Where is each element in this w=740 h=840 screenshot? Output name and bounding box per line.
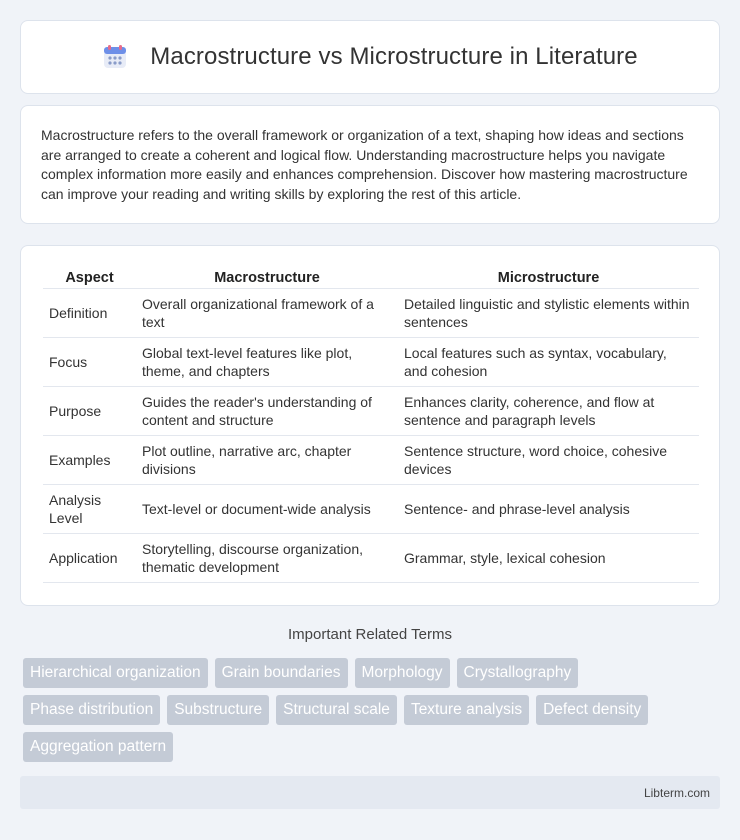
header-macrostructure: Macrostructure xyxy=(136,265,398,289)
tag-crystallography[interactable]: Crystallography xyxy=(457,658,579,688)
cell-macrostructure: Guides the reader's understanding of content and structure xyxy=(136,387,398,436)
tag-aggregation-pattern[interactable]: Aggregation pattern xyxy=(23,732,173,762)
cell-aspect: Focus xyxy=(43,338,136,387)
comparison-table-card xyxy=(20,245,720,606)
tag-defect-density[interactable]: Defect density xyxy=(536,695,648,725)
tag-structural-scale[interactable]: Structural scale xyxy=(276,695,397,725)
cell-macrostructure: Storytelling, discourse organization, thematic development xyxy=(136,534,398,583)
table-header-row xyxy=(43,265,699,289)
tag-phase-distribution[interactable]: Phase distribution xyxy=(23,695,160,725)
header-aspect: Aspect xyxy=(43,265,136,289)
cell-aspect: Definition xyxy=(43,289,136,338)
table-row xyxy=(43,436,699,485)
intro-card xyxy=(20,105,720,224)
table-row xyxy=(43,289,699,338)
table-row xyxy=(43,387,699,436)
table-row xyxy=(43,485,699,534)
cell-microstructure: Grammar, style, lexical cohesion xyxy=(398,534,699,583)
cell-microstructure: Local features such as syntax, vocabulary, and cohesion xyxy=(398,338,699,387)
tag-substructure[interactable]: Substructure xyxy=(167,695,269,725)
page-title: Macrostructure vs Microstructure in Literature xyxy=(150,43,638,70)
footer xyxy=(20,776,720,809)
cell-microstructure: Sentence structure, word choice, cohesive devices xyxy=(398,436,699,485)
tag-morphology[interactable]: Morphology xyxy=(355,658,450,688)
cell-aspect: Examples xyxy=(43,436,136,485)
cell-macrostructure: Overall organizational framework of a text xyxy=(136,289,398,338)
tag-texture-analysis[interactable]: Texture analysis xyxy=(404,695,529,725)
table-row xyxy=(43,338,699,387)
calendar-icon xyxy=(102,44,128,70)
tag-hierarchical-organization[interactable]: Hierarchical organization xyxy=(23,658,208,688)
cell-macrostructure: Text-level or document-wide analysis xyxy=(136,485,398,534)
cell-aspect: Application xyxy=(43,534,136,583)
cell-aspect: Analysis Level xyxy=(43,485,136,534)
cell-microstructure: Sentence- and phrase-level analysis xyxy=(398,485,699,534)
table-row xyxy=(43,534,699,583)
cell-aspect: Purpose xyxy=(43,387,136,436)
intro-paragraph: Macrostructure refers to the overall framework or organization of a text, shaping how ideas and sections are arranged to create a coherent and logical flow. Understanding macrostructure helps you navigate complex information more easily and enhances comprehension. Discover how mastering macrostructure can improve your reading and writing skills by exploring the rest of this article. xyxy=(41,127,688,202)
title-wrap xyxy=(102,43,637,71)
cell-macrostructure: Global text-level features like plot, theme, and chapters xyxy=(136,338,398,387)
header-card xyxy=(20,20,720,94)
cell-macrostructure: Plot outline, narrative arc, chapter divisions xyxy=(136,436,398,485)
header-microstructure: Microstructure xyxy=(398,265,699,289)
comparison-table xyxy=(43,265,699,583)
cell-microstructure: Enhances clarity, coherence, and flow at sentence and paragraph levels xyxy=(398,387,699,436)
cell-microstructure: Detailed linguistic and stylistic elements within sentences xyxy=(398,289,699,338)
footer-site-link[interactable]: Libterm.com xyxy=(643,786,710,800)
related-terms-tags xyxy=(23,658,703,762)
tag-grain-boundaries[interactable]: Grain boundaries xyxy=(215,658,348,688)
related-terms-heading: Important Related Terms xyxy=(288,626,452,643)
